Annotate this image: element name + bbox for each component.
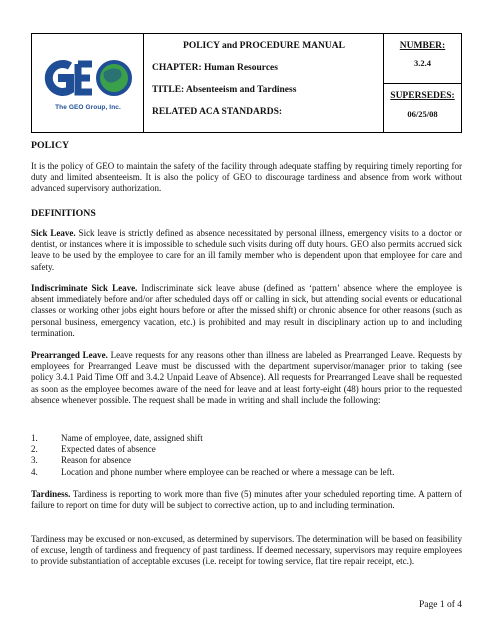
supersedes-label: SUPERSEDES:	[390, 91, 455, 101]
tardiness-excuse-paragraph: Tardiness may be excused or non-excused, as determined by supervisors. The determination will be based on feasibility of excuse, length of tardiness and frequency of past tardiness. If deemed necessary, supervisors may require employees to provide substantiation of acceptable excuses (i.e. receipt for towing service, flat tire repair receipt, etc.).	[31, 534, 462, 567]
list-number: 2.	[31, 444, 38, 455]
prearranged-request-list	[31, 433, 462, 478]
list-item	[31, 433, 462, 444]
logo-cell	[32, 34, 144, 132]
page-number: Page 1 of 4	[418, 600, 462, 610]
prearranged-term: Prearranged Leave.	[31, 350, 108, 360]
prearranged-paragraph	[31, 350, 462, 406]
sick-leave-paragraph	[31, 228, 462, 273]
indiscriminate-term: Indiscriminate Sick Leave.	[31, 283, 138, 293]
list-item	[31, 444, 462, 455]
sick-leave-term: Sick Leave.	[31, 228, 76, 238]
manual-title: POLICY and PROCEDURE MANUAL	[183, 41, 345, 51]
list-text: Reason for absence	[61, 455, 131, 466]
number-cell	[384, 34, 461, 132]
chapter-label: CHAPTER: Human Resources	[152, 63, 278, 73]
header-table	[31, 33, 462, 133]
number-label: NUMBER:	[399, 41, 446, 51]
logo-caption: The GEO Group, Inc.	[55, 104, 121, 111]
geo-logo-icon	[40, 56, 136, 102]
geo-logo	[40, 56, 136, 106]
document-title: TITLE: Absenteeism and Tardiness	[152, 85, 297, 95]
list-text: Location and phone number where employee can be reached or where a message can be left.	[61, 466, 395, 477]
list-number: 1.	[31, 433, 38, 443]
tardiness-paragraph	[31, 489, 462, 511]
list-number: 3.	[31, 455, 38, 466]
tardiness-text: Tardiness is reporting to work more than five (5) minutes after your scheduled reporting time. A pattern of failure to report on time for duty will be subject to corrective action, up to and including termination.	[31, 489, 462, 511]
indiscriminate-paragraph	[31, 283, 462, 339]
list-text: Name of employee, date, assigned shift	[61, 433, 203, 443]
list-number: 4.	[31, 466, 38, 477]
supersedes-value: 06/25/08	[407, 109, 438, 119]
list-item	[31, 455, 462, 466]
policy-heading: POLICY	[31, 140, 70, 151]
definitions-heading: DEFINITIONS	[31, 208, 96, 219]
list-text: Expected dates of absence	[61, 444, 156, 455]
number-value: 3.2.4	[414, 58, 431, 68]
tardiness-term: Tardiness.	[31, 489, 71, 499]
list-item	[31, 467, 462, 478]
related-standards-label: RELATED ACA STANDARDS:	[152, 107, 283, 117]
sick-leave-text: Sick leave is strictly defined as absence necessitated by personal illness, emergency visits to a doctor or dentist, or instances where it is impossible to schedule such visits during off duty hours. GEO also permits accrued sick leave to be used by the employee to care for an ill family member who is dependent upon that employee for care and safety.	[31, 228, 462, 272]
prearranged-text: Leave requests for any reasons other than illness are labeled as Prearranged Leave. Requests by employees for Prearranged Leave must be discussed with the department supervisor/manager prior to taking (see policy 3.4.1 Paid Time Off and 3.4.2 Unpaid Leave of Absence). All requests for Prearranged Leave shall be requested as soon as the employee becomes aware of the need for leave and at least forty-eight (48) hours prior to the requested absence whenever possible. The request shall be made in writing and shall include the following:	[31, 350, 463, 405]
policy-text: It is the policy of GEO to maintain the safety of the facility through adequate staffing by requiring timely reporting for duty and limited absenteeism. It is also the policy of GEO to discourage tardiness and absence from work without advanced supervisory authorization.	[31, 161, 462, 194]
cell-divider	[384, 83, 461, 84]
title-cell	[144, 34, 384, 132]
indiscriminate-text: Indiscriminate sick leave abuse (defined as ‘pattern’ absence where the employee is absent immediately before and/or after scheduled days off or calling in sick, but attending social events or educational classes or working other jobs eight hours before or after the missed shift) or chronic absence for other reasons (such as personal business, emergency vacation, etc.) is prohibited and may result in disciplinary action up to and including termination.	[31, 283, 462, 338]
